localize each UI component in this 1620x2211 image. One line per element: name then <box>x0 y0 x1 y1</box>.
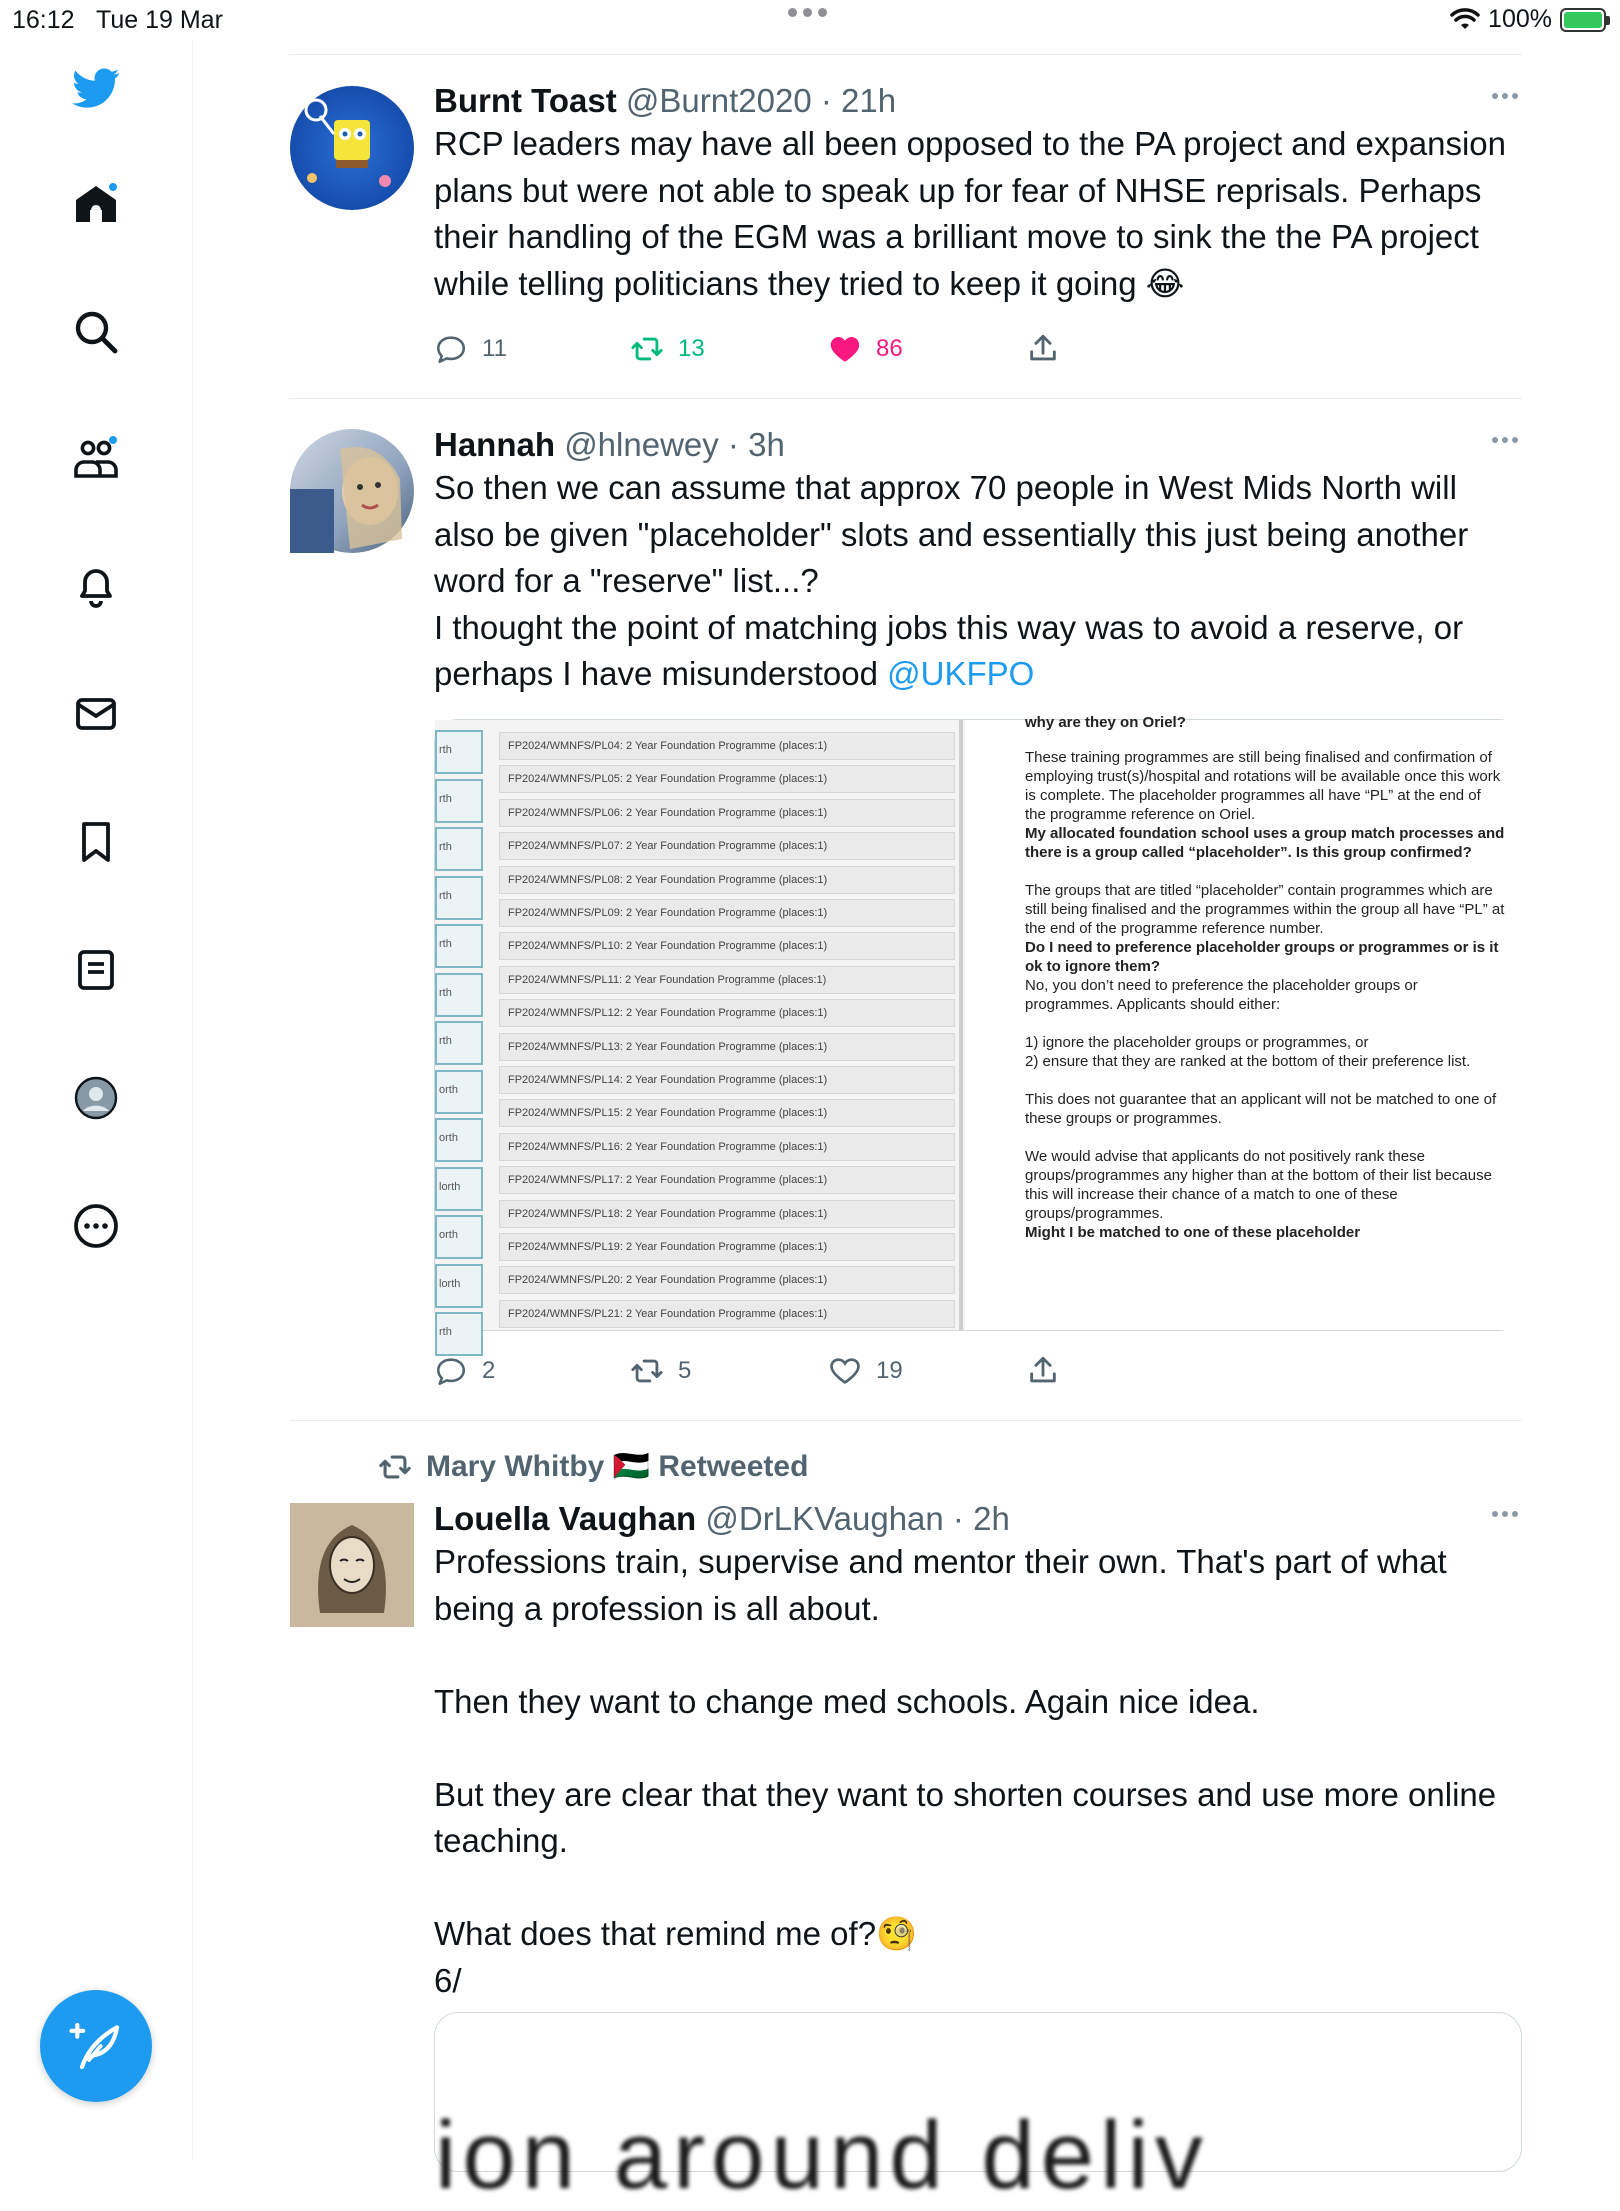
reply-count: 11 <box>482 335 507 362</box>
battery-icon <box>1560 8 1606 32</box>
messages-envelope-icon[interactable] <box>68 686 124 742</box>
group-tab: lorth <box>435 1167 483 1211</box>
search-icon[interactable] <box>68 304 124 360</box>
tweet[interactable] <box>290 1421 1522 2209</box>
tweet-time[interactable]: 3h <box>748 426 785 463</box>
tweet-more-icon[interactable] <box>1492 437 1518 443</box>
group-tab: rth <box>435 876 483 920</box>
retweeted-by-label: Mary Whitby 🇵🇸 Retweeted <box>426 1450 809 1483</box>
faq-panel <box>965 714 1525 1330</box>
separator: · <box>943 1500 974 1537</box>
programme-row: FP2024/WMNFS/PL21: 2 Year Foundation Programme (places:1) <box>499 1300 955 1328</box>
multitask-dots-icon[interactable] <box>788 8 827 17</box>
heart-filled-icon <box>828 332 862 366</box>
group-tab: rth <box>435 973 483 1017</box>
tweet[interactable] <box>290 55 1522 398</box>
mention-link[interactable]: @UKFPO <box>887 655 1035 692</box>
faq-paragraph: The groups that are titled “placeholder” contain programmes which are still being finalised and the programmes within the group all have “PL” at the end of the programme reference number. <box>1025 882 1509 937</box>
programme-row: FP2024/WMNFS/PL18: 2 Year Foundation Programme (places:1) <box>499 1200 955 1228</box>
communities-icon[interactable] <box>68 430 124 486</box>
more-options-icon[interactable] <box>68 1198 124 1254</box>
faq-question: Do I need to preference placeholder groups or programmes or is it ok to ignore them? <box>1025 939 1503 975</box>
share-button[interactable] <box>1026 329 1060 369</box>
avatar[interactable] <box>290 429 414 553</box>
tweet-image[interactable] <box>434 2012 1522 2209</box>
reply-icon <box>434 332 468 366</box>
retweet-icon <box>630 1354 664 1388</box>
programme-list-panel <box>435 720 965 1338</box>
faq-paragraph: These training programmes are still being finalised and confirmation of employing trust(s)/hospital and rotations will be available once this work is complete. The placeholder programmes all have “PL” at the end of the programme reference on Oriel. <box>1025 749 1505 823</box>
reply-icon <box>434 1354 468 1388</box>
tweet-header <box>434 1499 1522 1539</box>
author-handle[interactable]: @DrLKVaughan <box>705 1500 944 1537</box>
group-tab: orth <box>435 1215 483 1259</box>
tweet[interactable] <box>290 399 1522 1420</box>
reply-button[interactable] <box>434 329 507 369</box>
group-tab: orth <box>435 1118 483 1162</box>
bookmarks-icon[interactable] <box>68 814 124 870</box>
share-icon <box>1026 1354 1060 1388</box>
retweeted-by[interactable] <box>378 1449 808 1484</box>
retweet-count: 13 <box>678 335 705 362</box>
tweet-time[interactable]: 21h <box>841 82 897 119</box>
group-tab: lorth <box>435 1264 483 1308</box>
retweet-icon <box>630 332 664 366</box>
programme-row: FP2024/WMNFS/PL07: 2 Year Foundation Programme (places:1) <box>499 832 955 860</box>
tweet-text: Professions train, supervise and mentor their own. That's part of what being a profession is all about. Then they want to change med schools. Again nice idea. But they are clear that they want to shorten courses and use more online teaching. What does that remind me of?🧐 6/ <box>434 1543 1497 1999</box>
separator: · <box>811 82 842 119</box>
programme-row: FP2024/WMNFS/PL13: 2 Year Foundation Programme (places:1) <box>499 1033 955 1061</box>
faq-heading: why are they on Oriel? <box>1025 714 1186 731</box>
image-text: ion around deliv <box>435 2102 1209 2209</box>
retweet-icon <box>378 1450 412 1484</box>
battery-percent: 100% <box>1488 5 1552 33</box>
notifications-bell-icon[interactable] <box>68 558 124 614</box>
tweet-time[interactable]: 2h <box>973 1500 1010 1537</box>
faq-paragraph: We would advise that applicants do not positively rank these groups/programmes any higher than at the bottom of their list because this will increase their chance of a match to one of these groups/programmes. <box>1025 1148 1497 1222</box>
group-tab: rth <box>435 730 483 774</box>
author-name[interactable]: Louella Vaughan <box>434 1500 697 1537</box>
programme-row: FP2024/WMNFS/PL15: 2 Year Foundation Programme (places:1) <box>499 1099 955 1127</box>
tweet-text: RCP leaders may have all been opposed to the PA project and expansion plans but were not able to speak up for fear of NHSE reprisals. Perhaps their handling of the EGM was a brilliant move to sink the the PA project while telling politicians they tried to keep it going 😂 <box>434 125 1516 302</box>
tweet-actions <box>434 1351 1134 1391</box>
home-icon[interactable] <box>68 176 124 232</box>
twitter-logo-icon[interactable] <box>68 60 124 116</box>
retweet-button[interactable] <box>630 329 705 369</box>
faq-text <box>1025 748 1509 1242</box>
group-tab: orth <box>435 1070 483 1114</box>
retweet-button[interactable] <box>630 1351 691 1391</box>
compose-tweet-button[interactable] <box>40 1990 152 2102</box>
retweet-count: 5 <box>678 1357 692 1384</box>
group-tab: rth <box>435 827 483 871</box>
separator: · <box>718 426 749 463</box>
status-date: Tue 19 Mar <box>96 6 223 34</box>
programme-row: FP2024/WMNFS/PL17: 2 Year Foundation Programme (places:1) <box>499 1166 955 1194</box>
lists-icon[interactable] <box>68 942 124 998</box>
avatar[interactable] <box>290 86 414 210</box>
reply-button[interactable] <box>434 1351 495 1391</box>
tweet-text-body: So then we can assume that approx 70 people in West Mids North will also be given "placeholder" slots and essentially this just being another word for a "reserve" list...? I thought the point of matching jobs this way was to avoid a reserve, or perhaps I have misunderstood <box>434 469 1469 692</box>
author-handle[interactable]: @Burnt2020 <box>625 82 812 119</box>
programme-row: FP2024/WMNFS/PL20: 2 Year Foundation Programme (places:1) <box>499 1266 955 1294</box>
scrollbar <box>959 720 963 1330</box>
status-bar <box>0 0 1620 40</box>
share-icon <box>1026 332 1060 366</box>
reply-count: 2 <box>482 1357 496 1384</box>
programme-row: FP2024/WMNFS/PL04: 2 Year Foundation Programme (places:1) <box>499 732 955 760</box>
like-button[interactable] <box>828 1351 903 1391</box>
programme-row: FP2024/WMNFS/PL16: 2 Year Foundation Programme (places:1) <box>499 1133 955 1161</box>
compose-feather-icon <box>68 2018 124 2074</box>
author-handle[interactable]: @hlnewey <box>564 426 719 463</box>
programme-row: FP2024/WMNFS/PL12: 2 Year Foundation Programme (places:1) <box>499 999 955 1027</box>
programme-row: FP2024/WMNFS/PL11: 2 Year Foundation Programme (places:1) <box>499 966 955 994</box>
group-tab: rth <box>435 779 483 823</box>
programme-row: FP2024/WMNFS/PL10: 2 Year Foundation Programme (places:1) <box>499 932 955 960</box>
group-tab: rth <box>435 1021 483 1065</box>
sidebar <box>0 40 193 2160</box>
programme-row: FP2024/WMNFS/PL09: 2 Year Foundation Programme (places:1) <box>499 899 955 927</box>
programme-row: FP2024/WMNFS/PL08: 2 Year Foundation Programme (places:1) <box>499 866 955 894</box>
status-time: 16:12 <box>12 6 75 34</box>
programme-row: FP2024/WMNFS/PL05: 2 Year Foundation Programme (places:1) <box>499 765 955 793</box>
tweet-header <box>434 81 1522 121</box>
timeline <box>290 54 1522 2209</box>
faq-paragraph: No, you don’t need to preference the placeholder groups or programmes. Applicants should either: <box>1025 977 1422 1013</box>
programme-row: FP2024/WMNFS/PL19: 2 Year Foundation Programme (places:1) <box>499 1233 955 1261</box>
like-count: 19 <box>876 1357 903 1384</box>
faq-question: My allocated foundation school uses a group match processes and there is a group called “placeholder”. Is this group confirmed? <box>1025 825 1509 861</box>
like-count: 86 <box>876 335 903 362</box>
group-tab: rth <box>435 924 483 968</box>
faq-paragraph: This does not guarantee that an applicant will not be matched to one of these groups or programmes. <box>1025 1091 1501 1127</box>
group-tab: rth <box>435 1312 483 1356</box>
like-button[interactable] <box>828 329 903 369</box>
faq-question: Might I be matched to one of these placeholder <box>1025 1224 1361 1241</box>
share-button[interactable] <box>1026 1351 1060 1391</box>
tweet-text <box>434 465 1522 698</box>
tweet-header <box>434 425 1522 465</box>
tweet-image[interactable] <box>434 714 1522 1338</box>
author-name[interactable]: Burnt Toast <box>434 82 617 119</box>
author-name[interactable]: Hannah <box>434 426 556 463</box>
tweet-more-icon[interactable] <box>1492 1511 1518 1517</box>
programme-row: FP2024/WMNFS/PL14: 2 Year Foundation Programme (places:1) <box>499 1066 955 1094</box>
profile-avatar-icon[interactable] <box>68 1070 124 1126</box>
avatar[interactable] <box>290 1503 414 1627</box>
heart-outline-icon <box>828 1354 862 1388</box>
faq-paragraph: 1) ignore the placeholder groups or programmes, or 2) ensure that they are ranked at the bottom of their preference list. <box>1025 1034 1471 1070</box>
wifi-icon <box>1450 8 1480 32</box>
tweet-actions <box>434 329 1134 369</box>
programme-row: FP2024/WMNFS/PL06: 2 Year Foundation Programme (places:1) <box>499 799 955 827</box>
tweet-more-icon[interactable] <box>1492 93 1518 99</box>
